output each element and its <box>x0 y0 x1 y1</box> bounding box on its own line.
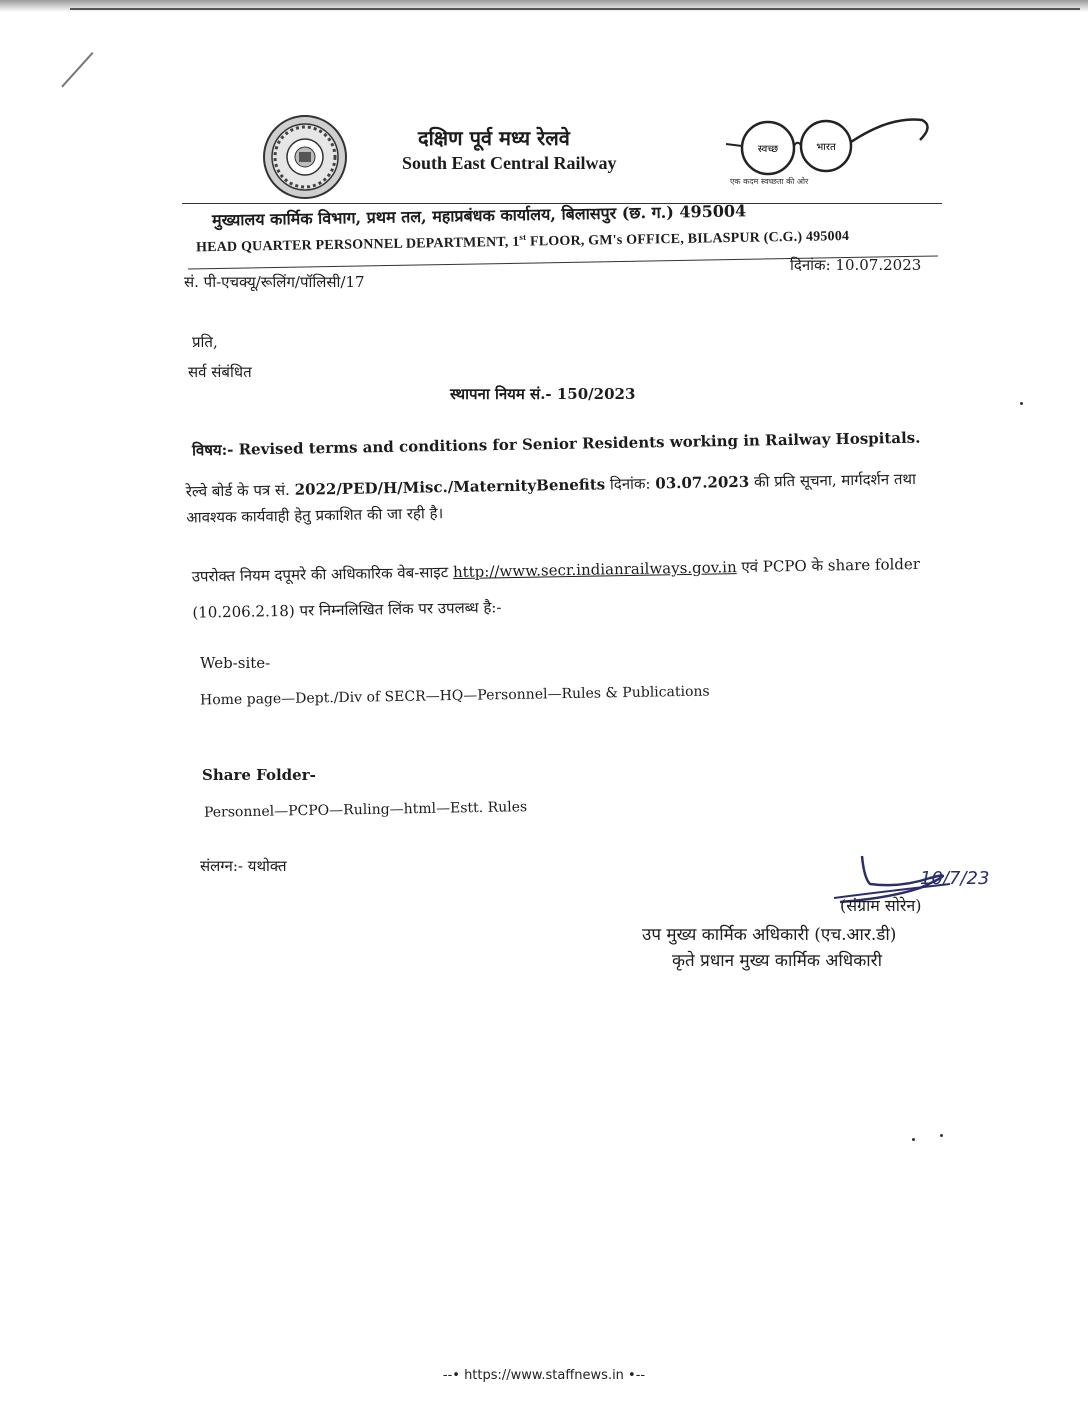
railway-emblem-icon <box>262 114 348 200</box>
letter-date: दिनांक: 10.07.2023 <box>790 256 922 274</box>
scan-speck <box>940 1134 943 1137</box>
website-label: Web-site- <box>200 654 271 672</box>
swachh-bharat-logo-icon <box>720 110 935 190</box>
subject-line: विषय:- Revised terms and conditions for Senior Residents working in Railway Hospitals. <box>191 428 921 460</box>
scan-speck <box>1020 402 1023 405</box>
addressee-recipients: सर्व संबंधित <box>188 363 252 381</box>
signatory-name: (संग्राम सोरेन) <box>840 896 922 915</box>
signature-date: 10/7/23 <box>920 868 990 889</box>
scan-edge-line <box>70 8 1080 10</box>
campaign-tagline: एक कदम स्वच्छता की ओर <box>730 177 809 186</box>
office-address-english: HEAD QUARTER PERSONNEL DEPARTMENT, 1st FLOOR, GM's OFFICE, BILASPUR (C.G.) 495004 <box>195 228 850 256</box>
secr-website-link[interactable]: http://www.secr.indianrailways.gov.in <box>452 558 737 582</box>
campaign-word-left: स्वच्छ <box>757 144 779 155</box>
website-path: Home page—Dept./Div of SECR—HQ—Personnel—Rules & Publications <box>199 683 710 709</box>
signatory-designation: उप मुख्य कार्मिक अधिकारी (एच.आर.डी) <box>642 925 897 945</box>
addressee-to: प्रति, <box>192 333 218 351</box>
paragraph-availability: उपरोक्त नियम दपूमरे की अधिकारिक वेब-साइट http://www.secr.indianrailways.gov.in एवं PCPO के share folder (10.206.2.18) पर निम्नलिखित लिंक पर उपलब्ध है:- <box>191 554 921 622</box>
campaign-word-right: भारत <box>816 142 836 153</box>
scan-edge-shadow <box>0 0 1088 12</box>
footer-url[interactable]: --• https://www.staffnews.in •-- <box>442 1368 646 1383</box>
share-folder-path: Personnel—PCPO—Ruling—html—Estt. Rules <box>203 799 528 821</box>
enclosure-note: संलग्न:- यथोक्त <box>200 857 287 875</box>
paragraph-board-letter: रेल्वे बोर्ड के पत्र सं. 2022/PED/H/Misc./MaternityBenefits दिनांक: 03.07.2023 की प्रति सूचना, मार्गदर्शन तथा आवश्यक कार्यवाही हेतु प्रकाशित की जा रही है। <box>185 469 917 527</box>
rule-number: स्थापना नियम सं.- 150/2023 <box>450 385 636 403</box>
signatory-on-behalf: कृते प्रधान मुख्य कार्मिक अधिकारी <box>672 951 883 971</box>
scan-speck <box>912 1138 915 1141</box>
share-folder-label: Share Folder- <box>202 766 316 784</box>
office-address-hindi: मुख्यालय कार्मिक विभाग, प्रथम तल, महाप्रबंधक कार्यालय, बिलासपुर (छ. ग.) 495004 <box>211 201 747 230</box>
railway-name-english: South East Central Railway <box>402 153 617 173</box>
railway-name-hindi: दक्षिण पूर्व मध्य रेलवे <box>418 126 570 150</box>
reference-number: सं. पी-एचक्यू/रूलिंग/पॉलिसी/17 <box>184 273 365 291</box>
pen-mark <box>61 52 93 88</box>
